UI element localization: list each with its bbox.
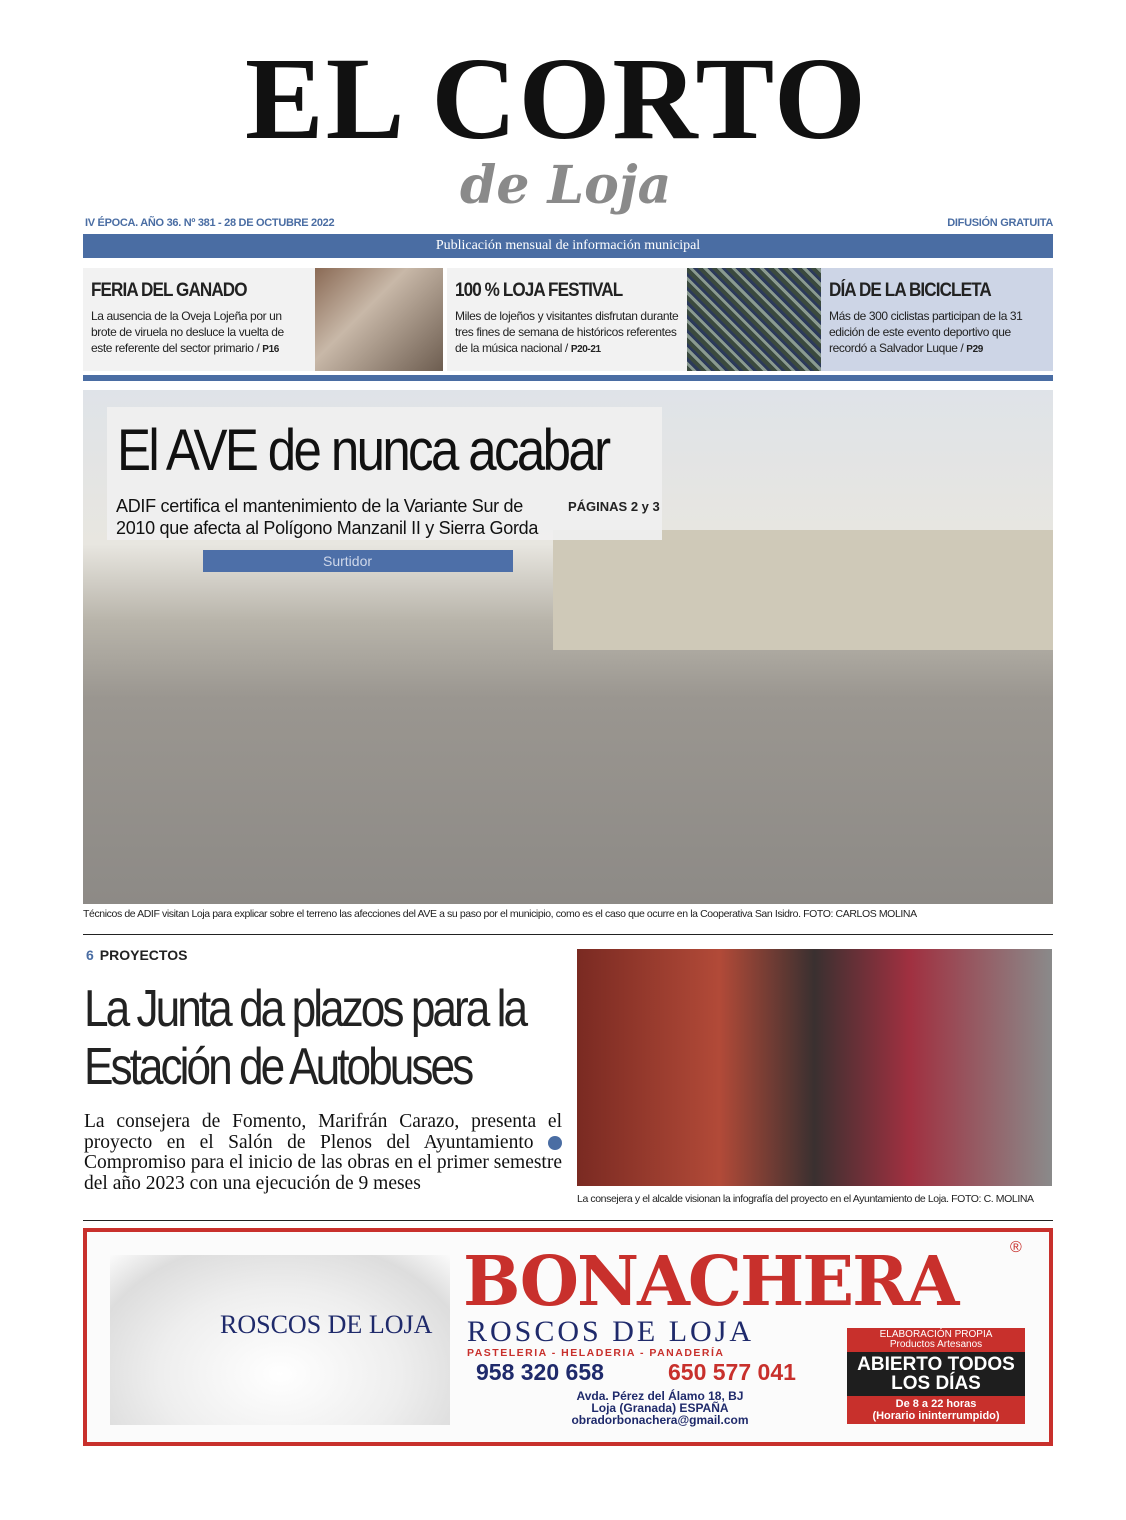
ad-services: PASTELERIA - HELADERIA - PANADERÍA bbox=[467, 1347, 725, 1359]
tagline-bar: Publicación mensual de información municipal bbox=[83, 234, 1053, 258]
teaser-feria[interactable] bbox=[83, 268, 315, 371]
ad-phone-1: 958 320 658 bbox=[476, 1359, 604, 1385]
issue-info: IV ÉPOCA. AÑO 36. Nº 381 - 28 DE OCTUBRE 2022 bbox=[85, 217, 335, 229]
building bbox=[553, 530, 1053, 650]
teaser-title: DÍA DE LA BICICLETA bbox=[829, 280, 991, 301]
teaser-photo-bicicleta bbox=[687, 268, 821, 371]
divider bbox=[83, 934, 1053, 935]
ad-product: ROSCOS DE LOJA bbox=[467, 1315, 755, 1348]
ad-brand: BONACHERA bbox=[463, 1242, 958, 1322]
divider bbox=[83, 1220, 1053, 1221]
lead-pages: PÁGINAS 2 y 3 bbox=[568, 499, 660, 514]
teaser-text: Más de 300 ciclistas participan de la 31 edición de este evento deportivo que recordó a Salvador Luque / P29 bbox=[829, 309, 1023, 355]
second-caption: La consejera y el alcalde visionan la infografía del proyecto en el Ayuntamiento de Loja. FOTO: C. MOLINA bbox=[577, 1193, 1034, 1205]
teaser-text: La ausencia de la Oveja Lojeña por un brote de viruela no desluce la vuelta de este referente del sector primario / P16 bbox=[91, 309, 284, 355]
ad-address: Avda. Pérez del Álamo 18, BJ Loja (Granada) ESPAÑA obradorbonachera@gmail.com bbox=[571, 1389, 749, 1427]
lead-headline[interactable]: El AVE de nunca acabar bbox=[117, 418, 609, 483]
distribution: DIFUSIÓN GRATUITA bbox=[947, 217, 1053, 229]
teaser-text: Miles de lojeños y visitantes disfrutan durante tres fines de semana de históricos referentes de la música nacional / P20-21 bbox=[455, 309, 679, 355]
teaser-festival[interactable] bbox=[447, 268, 687, 371]
lead-dek: ADIF certifica el mantenimiento de la Variante Sur de 2010 que afecta al Polígono Manzanil II y Sierra Gorda bbox=[116, 496, 539, 538]
station-sign: Surtidor bbox=[203, 550, 513, 572]
teaser-title: 100 % LOJA FESTIVAL bbox=[455, 280, 623, 301]
registered-icon: ® bbox=[1010, 1239, 1022, 1256]
ad-badge: ELABORACIÓN PROPIA Productos Artesanos ABIERTO TODOS LOS DÍAS De 8 a 22 horas (Horario ininterrumpido) bbox=[847, 1328, 1025, 1424]
second-photo bbox=[577, 949, 1052, 1186]
masthead-title: EL CORTO bbox=[245, 33, 868, 164]
section-label: 6 PROYECTOS bbox=[86, 947, 188, 963]
bullet-icon bbox=[548, 1136, 562, 1150]
second-headline[interactable]: La Junta da plazos para la Estación de Autobuses bbox=[84, 980, 526, 1096]
teaser-photo-feria bbox=[315, 268, 443, 371]
lead-caption: Técnicos de ADIF visitan Loja para explicar sobre el terreno las afecciones del AVE a su paso por el municipio, como es el caso que ocurre en la Cooperativa San Isidro. FOTO: CARLOS MOLINA bbox=[83, 908, 917, 920]
roscos-image bbox=[110, 1255, 450, 1425]
ad-phone-2: 650 577 041 bbox=[668, 1359, 796, 1385]
divider bbox=[83, 375, 1053, 381]
masthead-subtitle: de Loja bbox=[460, 155, 672, 216]
teaser-title: FERIA DEL GANADO bbox=[91, 280, 247, 301]
box-label: ROSCOS DE LOJA bbox=[220, 1310, 433, 1339]
second-dek: La consejera de Fomento, Marifrán Carazo, presenta el proyecto en el Salón de Plenos del Ayuntamiento Compromiso para el inicio de las obras en el primer semestre del año 2023 con una ejecución de 9 meses bbox=[84, 1111, 562, 1194]
teaser-bicicleta[interactable] bbox=[821, 268, 1053, 371]
